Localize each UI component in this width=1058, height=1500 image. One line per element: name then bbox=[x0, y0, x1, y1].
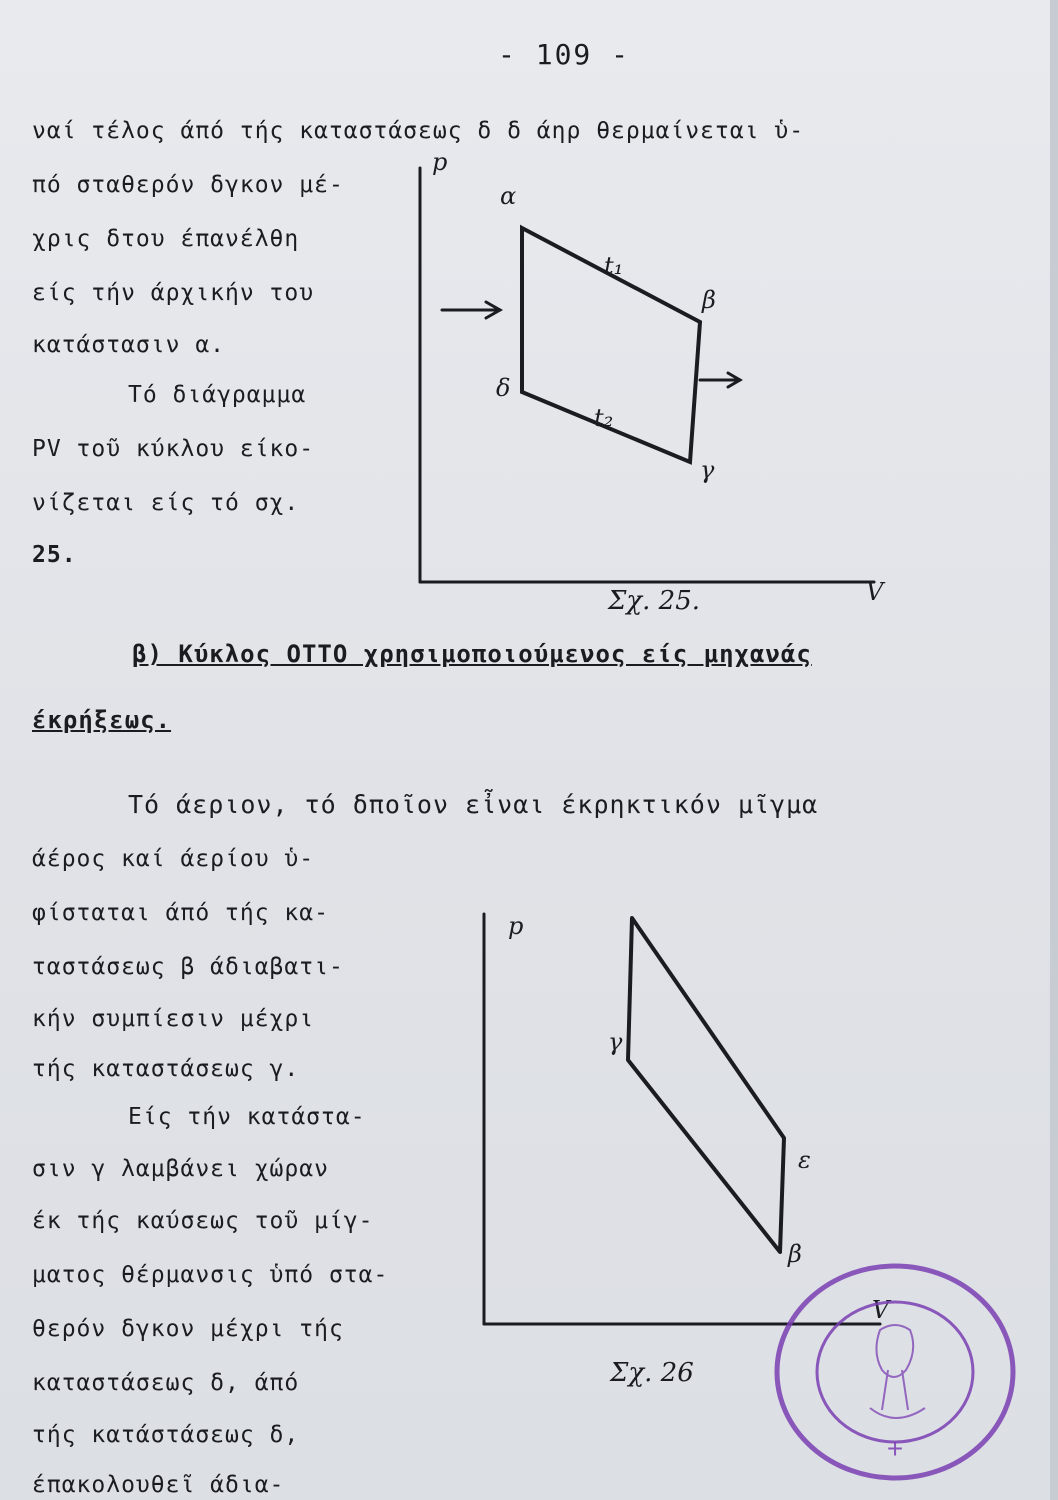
text-line: φίσταται άπό τής κα- bbox=[32, 900, 329, 926]
fig25-point-a: α bbox=[500, 182, 517, 210]
fig26-axis-p: p bbox=[508, 912, 524, 940]
fig25-point-d: δ bbox=[496, 374, 511, 402]
page-number: - 109 - bbox=[498, 38, 631, 71]
text-line: Τό άεριον, τό δποῖον εἶναι έκρηκτικόν μῖγμα bbox=[128, 790, 819, 819]
text-line: νίζεται είς τό σχ. bbox=[32, 490, 300, 516]
text-line: έπακολουθεῖ άδια- bbox=[32, 1472, 285, 1498]
text-line: έκ τής καύσεως τοῦ μίγ- bbox=[32, 1208, 374, 1234]
text-line: θερόν δγκον μέχρι τής bbox=[32, 1316, 344, 1342]
text-line: ναί τέλος άπό τής καταστάσεως δ δ άηρ θερμαίνεται ὑ- bbox=[32, 118, 805, 144]
text-line: πό σταθερόν δγκον μέ- bbox=[32, 172, 344, 198]
text-line: άέρος καί άερίου ὑ- bbox=[32, 846, 315, 872]
text-line: ματος θέρμανσις ὑπό στα- bbox=[32, 1262, 389, 1288]
text-line: καταστάσεως δ, άπό bbox=[32, 1370, 300, 1396]
fig25-label-t1: t₁ bbox=[604, 252, 624, 280]
fig25-axis-p: p bbox=[432, 148, 448, 176]
text-line: είς τήν άρχικήν του bbox=[32, 280, 315, 306]
svg-text:+: + bbox=[886, 1433, 904, 1464]
text-line: 25. bbox=[32, 542, 77, 568]
fig25-point-b: β bbox=[702, 286, 716, 314]
text-line: Τό διάγραμμα bbox=[128, 382, 307, 408]
fig26-point-g: γ bbox=[608, 1028, 623, 1056]
text-line: Είς τήν κατάστα- bbox=[128, 1104, 366, 1130]
fig26-caption: Σχ. 26 bbox=[610, 1358, 694, 1388]
text-line: σιν γ λαμβάνει χώραν bbox=[32, 1156, 329, 1182]
text-line: χρις δτου έπανέλθη bbox=[32, 226, 300, 252]
text-line: τής καταστάσεως γ. bbox=[32, 1056, 300, 1082]
fig25-axis-v: V bbox=[866, 578, 884, 606]
fig25-label-t2: t₂ bbox=[594, 404, 614, 432]
text-line: κατάστασιν α. bbox=[32, 332, 226, 358]
section-heading-cont: έκρήξεως. bbox=[32, 706, 172, 734]
fig26-axis-v: V bbox=[872, 1296, 890, 1324]
text-line: κήν συμπίεσιν μέχρι bbox=[32, 1006, 315, 1032]
section-heading: β) Κύκλος ΟΤΤΟ χρησιμοποιούμενος είς μηχανάς bbox=[132, 640, 812, 668]
fig25-caption: Σχ. 25. bbox=[608, 586, 701, 616]
library-stamp bbox=[770, 1258, 1020, 1488]
fig26-point-e: ε bbox=[798, 1146, 811, 1174]
text-line: ταστάσεως β άδιαβατι- bbox=[32, 954, 344, 980]
text-line: PV τοῦ κύκλου είκο- bbox=[32, 436, 315, 462]
fig26-point-b: β bbox=[788, 1240, 802, 1268]
fig26-cycle bbox=[628, 918, 784, 1252]
fig25-point-g: γ bbox=[700, 456, 715, 484]
text-line: τής κατάστάσεως δ, bbox=[32, 1422, 300, 1448]
